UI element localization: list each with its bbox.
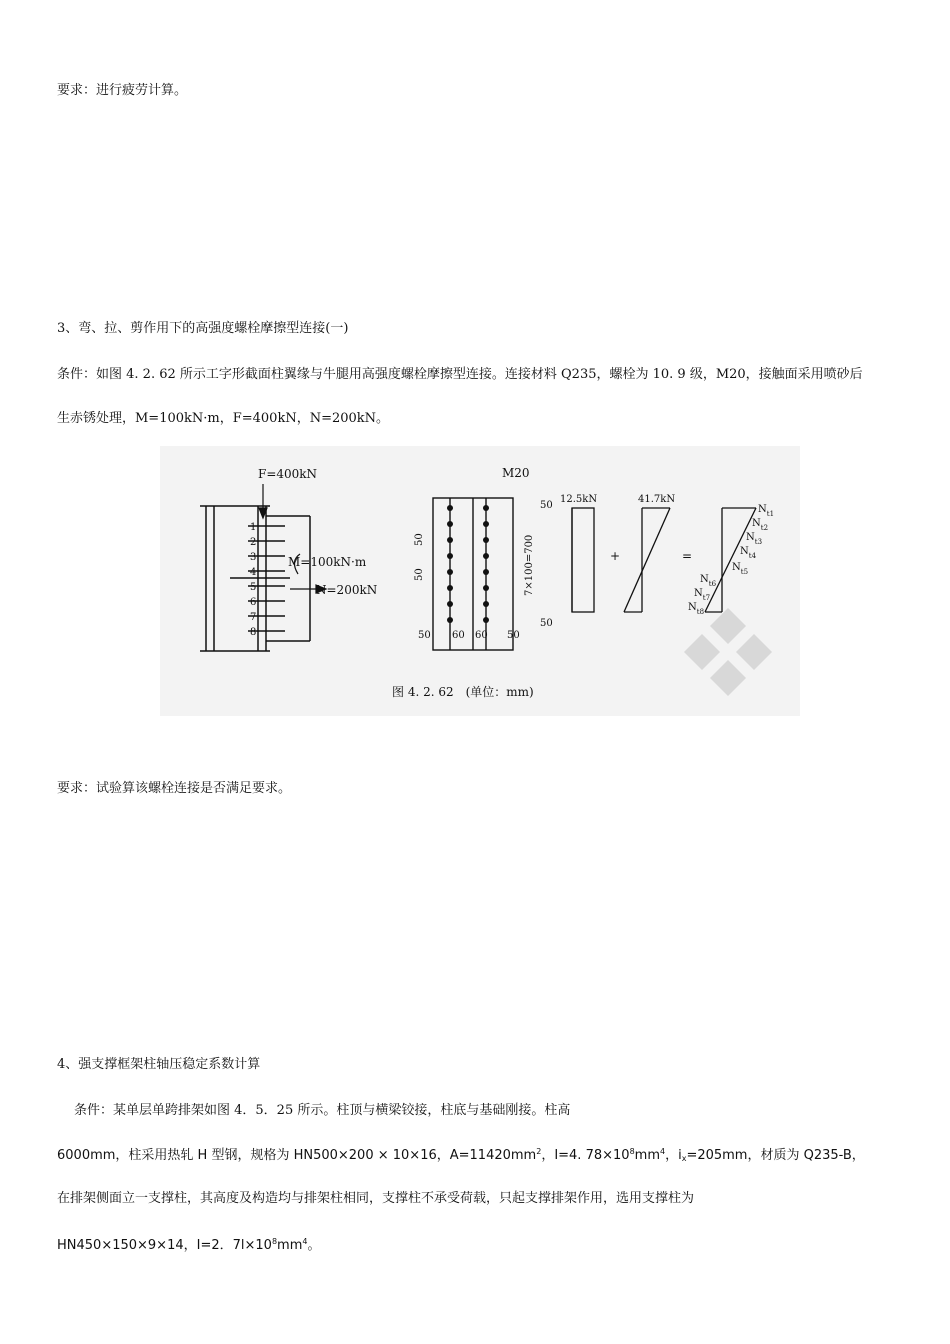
section-4-line2: 6000mm，柱采用热轧 H 型钢，规格为 HN500×200 × 10×16，$A=11420mm^2$，I=4. $78\times 10^8mm^4$，$i_x=205mm$，材质为 Q235-B， [57, 1147, 865, 1163]
bolt-number: 3 [250, 552, 257, 563]
moment-label: M=100kN·m [288, 555, 367, 569]
dimension-left-2: 50 [414, 568, 425, 581]
force-n-label: N=200kN [316, 583, 378, 597]
n-label: $N_{t2}$ [752, 518, 769, 532]
dimension-vertical: 7×100=700 [524, 534, 535, 596]
section-3-condition-line1: 条件：如图 4. 2. 62 所示工字形截面柱翼缘与牛腿用高强度螺栓摩擦型连接。连接材料 Q235，螺栓为 10. 9 级，M20，接触面采用喷砂后 [57, 367, 863, 382]
load-1-label: 12.5kN [560, 494, 598, 505]
dimension-width: 50 [507, 630, 520, 641]
bolt-connection-diagram [160, 446, 800, 716]
figure-caption: 图 4. 2. 62 (单位：mm) [392, 685, 534, 699]
force-f-label: F=400kN [258, 467, 318, 481]
bolt-size-label: M20 [502, 466, 530, 480]
dimension-left: 50 [414, 533, 425, 546]
bolt-number: 6 [250, 597, 257, 608]
requirement-fatigue: 要求：进行疲劳计算。 [57, 83, 188, 98]
dimension-top: 50 [540, 500, 553, 511]
equals-sign: = [682, 549, 693, 563]
section-3-requirement: 要求：试验算该螺栓连接是否满足要求。 [57, 781, 292, 796]
n-label: $N_{t7}$ [694, 588, 711, 602]
n-label: $N_{t3}$ [746, 532, 763, 546]
bolt-holes [447, 505, 489, 623]
section-3-condition-line2: 生赤锈处理，M=100kN·m，F=400kN，N=200kN。 [57, 411, 390, 426]
plus-sign: + [610, 549, 621, 563]
n-label: $N_{t5}$ [732, 562, 749, 576]
bolt-number: 1 [250, 522, 257, 533]
bolt-number: 5 [250, 582, 257, 593]
dimension-width: 60 [475, 630, 488, 641]
section-4-line3: 在排架侧面立一支撑柱，其高度及构造均与排架柱相同，支撑柱不承受荷载，只起支撑排架作用，选用支撑柱为 [57, 1191, 695, 1206]
uniform-load-diagram [572, 508, 594, 612]
bolt-number: 4 [250, 567, 257, 578]
watermark-logo [684, 608, 772, 696]
n-label: $N_{t1}$ [758, 504, 775, 518]
resultant-load-diagram [705, 508, 756, 612]
bolt-number: 8 [250, 627, 257, 638]
figure-4-2-62 [160, 446, 800, 716]
n-label: $N_{t4}$ [740, 546, 757, 560]
n-label: $N_{t8}$ [688, 602, 705, 616]
dimension-width: 50 [418, 630, 431, 641]
section-4-line4: HN450×150×9×14，I=2．$7l\times 10^8mm^4$。 [57, 1237, 321, 1253]
bolt-number: 7 [250, 612, 257, 623]
n-label: $N_{t6}$ [700, 574, 717, 588]
section-4-line1: 条件：某单层单跨排架如图 4．5．25 所示。柱顶与横梁铰接，柱底与基础刚接。柱高 [74, 1103, 571, 1118]
bolt-row-numbers [250, 522, 256, 638]
section-3-heading: 3、弯、拉、剪作用下的高强度螺栓摩擦型连接(一) [57, 321, 349, 336]
load-2-label: 41.7kN [638, 494, 676, 505]
dimension-width: 60 [452, 630, 465, 641]
bolt-number: 2 [250, 537, 257, 548]
dimension-bottom: 50 [540, 618, 553, 629]
bolt-plate-elevation [433, 498, 513, 650]
section-4-heading: 4、强支撑框架柱轴压稳定系数计算 [57, 1057, 261, 1072]
triangular-load-diagram [624, 508, 670, 612]
